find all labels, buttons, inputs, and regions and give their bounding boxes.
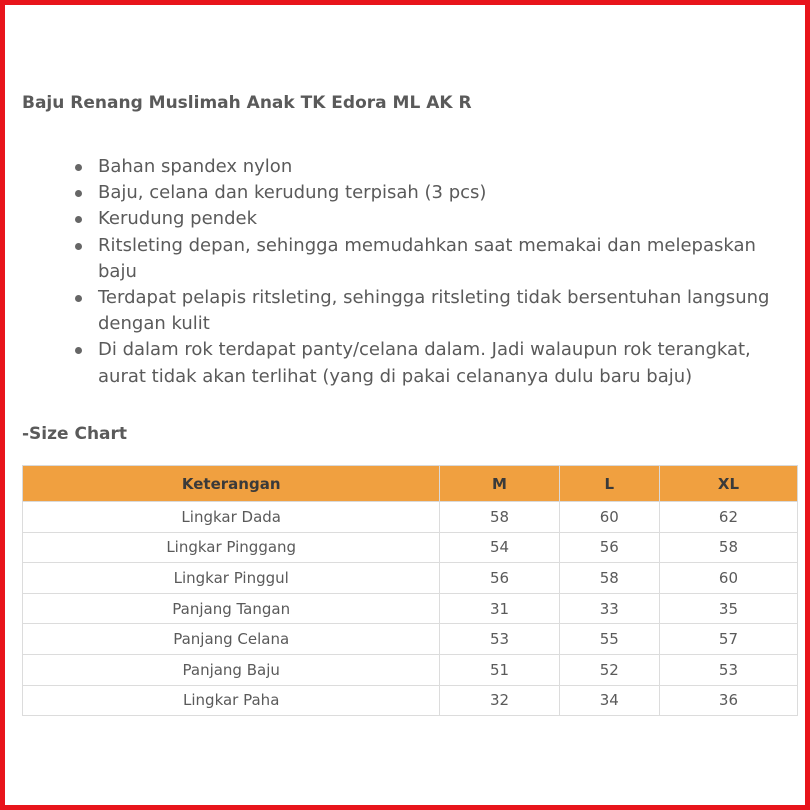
feature-text: Di dalam rok terdapat panty/celana dalam. Jadi walaupun rok terangkat, aurat tidak akan terlihat (yang di pakai celananya dulu baru baju) bbox=[98, 339, 751, 387]
size-xl-value: 35 bbox=[659, 593, 797, 624]
size-m-value: 58 bbox=[440, 502, 559, 533]
feature-text: Bahan spandex nylon bbox=[98, 156, 293, 177]
measurement-label: Panjang Celana bbox=[23, 624, 440, 655]
size-l-value: 33 bbox=[559, 593, 659, 624]
size-l-value: 52 bbox=[559, 654, 659, 685]
table-row bbox=[23, 654, 798, 685]
table-row bbox=[23, 532, 798, 563]
feature-item bbox=[98, 154, 788, 180]
measurement-label: Panjang Tangan bbox=[23, 593, 440, 624]
size-xl-value: 58 bbox=[659, 532, 797, 563]
bullet-icon bbox=[75, 216, 82, 223]
feature-text: Ritsleting depan, sehingga memudahkan saat memakai dan melepaskan baju bbox=[98, 234, 756, 282]
bullet-icon bbox=[75, 164, 82, 171]
measurement-label: Panjang Baju bbox=[23, 654, 440, 685]
feature-item bbox=[98, 206, 788, 232]
size-m-value: 32 bbox=[440, 685, 559, 716]
size-m-value: 53 bbox=[440, 624, 559, 655]
size-xl-value: 62 bbox=[659, 502, 797, 533]
table-row bbox=[23, 563, 798, 594]
size-m-value: 54 bbox=[440, 532, 559, 563]
size-m-value: 31 bbox=[440, 593, 559, 624]
size-xl-value: 36 bbox=[659, 685, 797, 716]
size-chart-table bbox=[22, 465, 798, 716]
table-row bbox=[23, 685, 798, 716]
bullet-icon bbox=[75, 243, 82, 250]
feature-item bbox=[98, 337, 788, 389]
table-header-row bbox=[23, 466, 798, 502]
bullet-icon bbox=[75, 295, 82, 302]
size-chart-heading: -Size Chart bbox=[22, 423, 128, 444]
product-description bbox=[22, 88, 797, 449]
table-row bbox=[23, 593, 798, 624]
column-header-l: L bbox=[559, 466, 659, 502]
column-header-xl: XL bbox=[659, 466, 797, 502]
feature-text: Terdapat pelapis ritsleting, sehingga ritsleting tidak bersentuhan langsung dengan kulit bbox=[98, 287, 770, 335]
size-l-value: 56 bbox=[559, 532, 659, 563]
bullet-icon bbox=[75, 347, 82, 354]
size-l-value: 34 bbox=[559, 685, 659, 716]
size-m-value: 56 bbox=[440, 563, 559, 594]
size-xl-value: 53 bbox=[659, 654, 797, 685]
measurement-label: Lingkar Dada bbox=[23, 502, 440, 533]
feature-item bbox=[98, 285, 788, 337]
feature-text: Kerudung pendek bbox=[98, 208, 258, 230]
measurement-label: Lingkar Paha bbox=[23, 685, 440, 716]
size-l-value: 55 bbox=[559, 624, 659, 655]
size-m-value: 51 bbox=[440, 654, 559, 685]
column-header-keterangan: Keterangan bbox=[23, 466, 440, 502]
feature-item bbox=[98, 180, 788, 206]
feature-item bbox=[98, 233, 788, 285]
size-xl-value: 57 bbox=[659, 624, 797, 655]
table-row bbox=[23, 502, 798, 533]
bullet-icon bbox=[75, 190, 82, 197]
product-title: Baju Renang Muslimah Anak TK Edora ML AK R bbox=[22, 93, 472, 113]
feature-text: Baju, celana dan kerudung terpisah (3 pcs) bbox=[98, 182, 487, 204]
measurement-label: Lingkar Pinggul bbox=[23, 563, 440, 594]
size-l-value: 60 bbox=[559, 502, 659, 533]
size-l-value: 58 bbox=[559, 563, 659, 594]
table-row bbox=[23, 624, 798, 655]
measurement-label: Lingkar Pinggang bbox=[23, 532, 440, 563]
size-xl-value: 60 bbox=[659, 563, 797, 594]
feature-list bbox=[22, 154, 797, 390]
column-header-m: M bbox=[440, 466, 559, 502]
